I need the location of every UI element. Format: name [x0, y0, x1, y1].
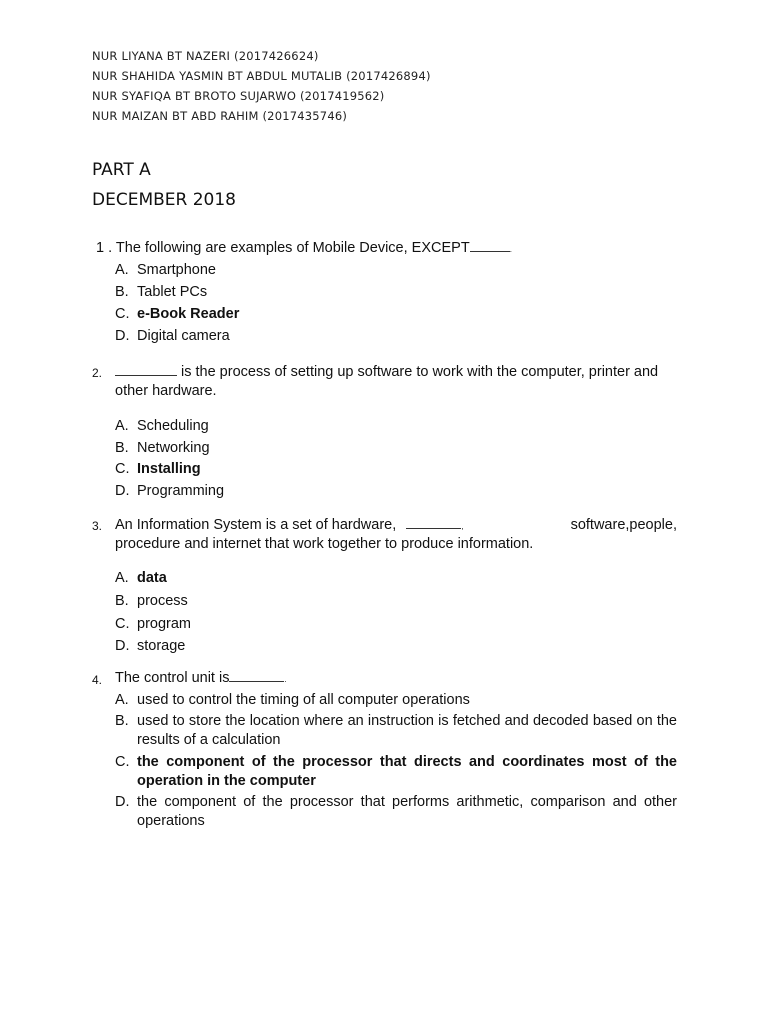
option-1c — [115, 305, 680, 324]
question-number: 4. — [92, 673, 103, 687]
option-letter: D. — [115, 638, 130, 654]
session-heading: DECEMBER 2018 — [92, 190, 236, 210]
option-2d — [115, 482, 680, 501]
option-letter: C. — [115, 754, 130, 770]
option-letter: D. — [115, 483, 130, 499]
option-3b — [115, 592, 680, 611]
answer-blank — [470, 241, 510, 252]
question-3: An Information System is a set of hardware, , software,people, — [115, 517, 677, 533]
question-1: 1 . The following are examples of Mobile Device, EXCEPT . — [96, 240, 512, 256]
question-text: software,people, — [570, 517, 677, 533]
option-letter: C. — [115, 616, 130, 632]
question-text: is the process of setting up software to work with the computer, printer and — [181, 364, 659, 380]
option-letter: B. — [115, 284, 129, 300]
option-3c — [115, 615, 680, 634]
option-4b — [115, 712, 677, 750]
option-letter: D. — [115, 328, 130, 344]
option-letter: B. — [115, 713, 129, 729]
question-number: 1 . — [96, 240, 113, 256]
option-1d — [115, 327, 680, 346]
option-text: Smartphone — [137, 262, 216, 278]
option-text: Tablet PCs — [137, 284, 208, 300]
option-4a — [115, 691, 680, 710]
option-text: used to store the location where an instruction is fetched and decoded based on the results of a calculation — [137, 713, 677, 748]
question-text-line2: procedure and internet that work together to produce information. — [115, 536, 534, 552]
author-name: NUR SHAHIDA YASMIN BT ABDUL MUTALIB (2017426894) — [92, 69, 431, 83]
option-letter: D. — [115, 794, 130, 810]
option-1a — [115, 261, 680, 280]
option-text: the component of the processor that performs arithmetic, comparison and other operations — [137, 794, 677, 829]
option-text: process — [137, 593, 188, 609]
option-letter: B. — [115, 440, 129, 456]
option-text-answer: data — [137, 570, 167, 586]
option-1b — [115, 283, 680, 302]
question-text: The control unit is — [115, 670, 230, 686]
option-4c — [115, 753, 677, 791]
question-text-line2: other hardware. — [115, 383, 217, 399]
option-3d — [115, 637, 680, 656]
option-2c — [115, 460, 680, 479]
part-heading: PART A — [92, 160, 151, 180]
option-2b — [115, 439, 680, 458]
question-4: The control unit is . — [115, 670, 287, 686]
option-letter: C. — [115, 306, 130, 322]
option-text: Digital camera — [137, 328, 230, 344]
option-2a — [115, 417, 680, 436]
option-text-answer: e-Book Reader — [137, 306, 240, 322]
option-3a — [115, 569, 680, 588]
option-text: used to control the timing of all computer operations — [137, 692, 470, 708]
option-letter: A. — [115, 570, 129, 586]
answer-blank — [229, 671, 284, 682]
option-text: Programming — [137, 483, 225, 499]
option-letter: B. — [115, 593, 129, 609]
option-text-answer: Installing — [137, 461, 201, 477]
option-letter: C. — [115, 461, 130, 477]
option-letter: A. — [115, 692, 129, 708]
option-letter: A. — [115, 262, 129, 278]
option-letter: A. — [115, 418, 129, 434]
question-text: The following are examples of Mobile Device, EXCEPT — [115, 240, 470, 256]
question-number: 2. — [92, 366, 103, 380]
author-name: NUR MAIZAN BT ABD RAHIM (2017435746) — [92, 109, 348, 123]
option-4d — [115, 793, 677, 831]
author-list — [92, 46, 431, 126]
option-text: storage — [137, 638, 186, 654]
option-text: Networking — [137, 440, 210, 456]
option-text-answer: the component of the processor that directs and coordinates most of the operation in the computer — [137, 754, 677, 789]
question-number: 3. — [92, 519, 103, 533]
question-2 — [115, 363, 680, 382]
author-name: NUR SYAFIQA BT BROTO SUJARWO (2017419562) — [92, 89, 385, 103]
option-text: program — [137, 616, 191, 632]
question-text: An Information System is a set of hardware, — [115, 517, 397, 533]
option-text: Scheduling — [137, 418, 209, 434]
answer-blank — [406, 518, 461, 529]
answer-blank — [115, 365, 177, 376]
author-name: NUR LIYANA BT NAZERI (2017426624) — [92, 49, 319, 63]
